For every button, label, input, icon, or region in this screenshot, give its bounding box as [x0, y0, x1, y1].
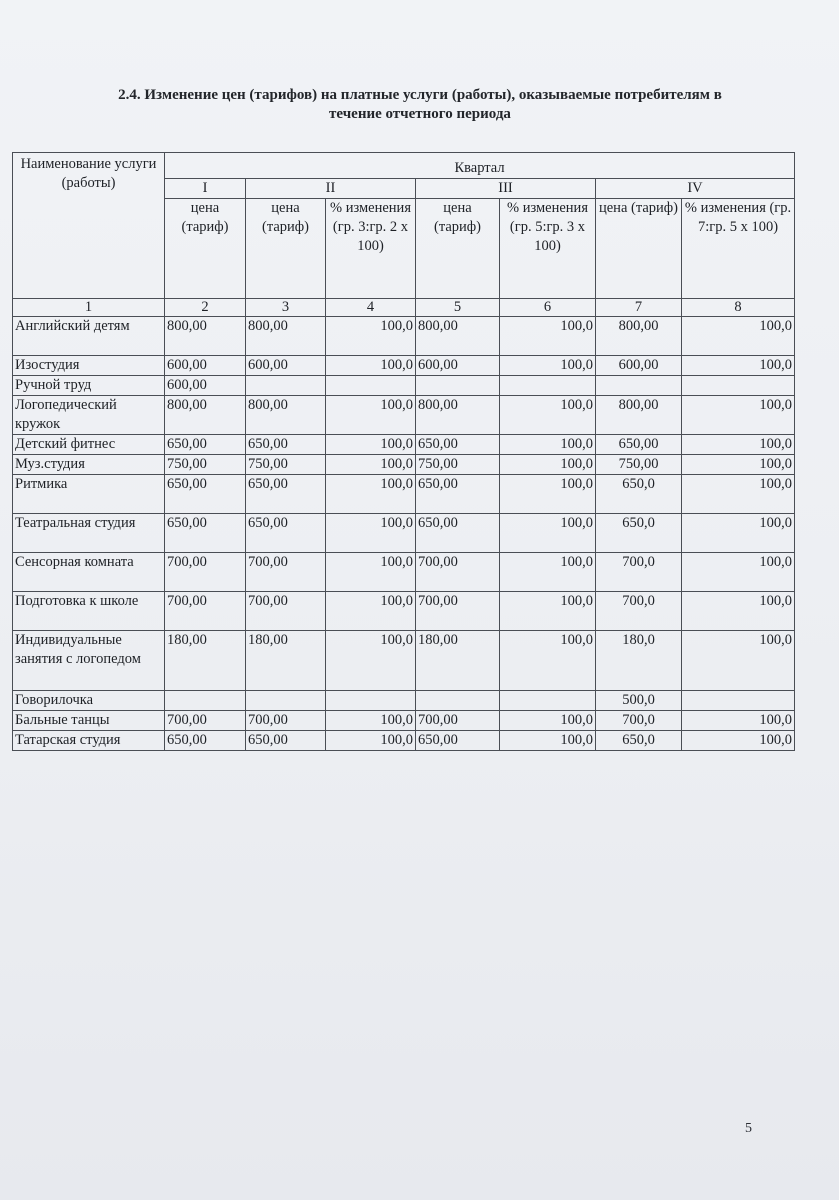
service-name: Бальные танцы	[13, 711, 165, 731]
table-row	[13, 514, 795, 553]
price-q3: 800,00	[416, 317, 500, 356]
price-q2: 800,00	[246, 317, 326, 356]
pct-change-q3: 100,0	[500, 592, 596, 631]
price-q4: 750,00	[596, 455, 682, 475]
service-name: Индивидуальные занятия с логопедом	[13, 631, 165, 691]
table-row	[13, 455, 795, 475]
price-q2: 650,00	[246, 475, 326, 514]
pct-change-q2: 100,0	[326, 475, 416, 514]
pct-change-q3: 100,0	[500, 396, 596, 435]
price-q1: 650,00	[165, 475, 246, 514]
pct-change-q4: 100,0	[682, 317, 795, 356]
service-name: Татарская студия	[13, 731, 165, 751]
price-q2: 180,00	[246, 631, 326, 691]
pct-change-q2: 100,0	[326, 553, 416, 592]
price-q3	[416, 691, 500, 711]
service-name: Муз.студия	[13, 455, 165, 475]
pct-change-q4: 100,0	[682, 711, 795, 731]
pct-change-q2: 100,0	[326, 455, 416, 475]
pct-change-q4: 100,0	[682, 396, 795, 435]
price-q2: 800,00	[246, 396, 326, 435]
service-name: Английский детям	[13, 317, 165, 356]
price-q3: 650,00	[416, 475, 500, 514]
price-q1	[165, 691, 246, 711]
column-number: 3	[246, 299, 326, 317]
header-pct-q3: % изменения (гр. 5:гр. 3 х 100)	[500, 199, 596, 299]
pct-change-q3: 100,0	[500, 356, 596, 376]
pct-change-q2: 100,0	[326, 731, 416, 751]
column-number: 5	[416, 299, 500, 317]
header-price-q1: цена (тариф)	[165, 199, 246, 299]
pct-change-q3	[500, 376, 596, 396]
pct-change-q4: 100,0	[682, 631, 795, 691]
price-q4: 700,0	[596, 711, 682, 731]
header-quarter-1: I	[165, 179, 246, 199]
price-q3	[416, 376, 500, 396]
service-name: Ритмика	[13, 475, 165, 514]
table-row	[13, 475, 795, 514]
pct-change-q2: 100,0	[326, 711, 416, 731]
header-quarter-3: III	[416, 179, 596, 199]
column-number: 7	[596, 299, 682, 317]
pct-change-q2: 100,0	[326, 592, 416, 631]
page-number: 5	[745, 1121, 752, 1136]
header-pct-q4: % изменения (гр. 7:гр. 5 х 100)	[682, 199, 795, 299]
price-q3: 750,00	[416, 455, 500, 475]
header-price-q4: цена (тариф)	[596, 199, 682, 299]
pct-change-q2: 100,0	[326, 396, 416, 435]
price-q2: 700,00	[246, 592, 326, 631]
pct-change-q2: 100,0	[326, 514, 416, 553]
price-q1: 650,00	[165, 731, 246, 751]
pct-change-q2: 100,0	[326, 356, 416, 376]
price-q3: 650,00	[416, 731, 500, 751]
price-q2: 700,00	[246, 711, 326, 731]
pct-change-q4	[682, 376, 795, 396]
table-body	[13, 317, 795, 751]
header-price-q3: цена (тариф)	[416, 199, 500, 299]
price-q3: 650,00	[416, 514, 500, 553]
pct-change-q2: 100,0	[326, 631, 416, 691]
column-number-row	[13, 299, 795, 317]
price-q4: 650,00	[596, 435, 682, 455]
page-title	[40, 86, 800, 124]
pct-change-q4: 100,0	[682, 553, 795, 592]
header-quarter: Квартал	[165, 153, 795, 179]
pct-change-q2	[326, 691, 416, 711]
table-row	[13, 396, 795, 435]
table-row	[13, 435, 795, 455]
price-q2	[246, 691, 326, 711]
price-q3: 800,00	[416, 396, 500, 435]
title-line-1: 2.4. Изменение цен (тарифов) на платные услуги (работы), оказываемые потребителям в	[118, 87, 722, 103]
pct-change-q3: 100,0	[500, 475, 596, 514]
price-q2: 650,00	[246, 514, 326, 553]
table-row	[13, 731, 795, 751]
price-q1: 180,00	[165, 631, 246, 691]
service-name: Изостудия	[13, 356, 165, 376]
price-q1: 600,00	[165, 356, 246, 376]
service-name: Подготовка к школе	[13, 592, 165, 631]
service-name: Детский фитнес	[13, 435, 165, 455]
price-q3: 600,00	[416, 356, 500, 376]
service-name: Сенсорная комната	[13, 553, 165, 592]
pct-change-q3: 100,0	[500, 553, 596, 592]
price-q4: 500,0	[596, 691, 682, 711]
price-q3: 650,00	[416, 435, 500, 455]
price-q4: 650,0	[596, 475, 682, 514]
column-number: 8	[682, 299, 795, 317]
pct-change-q3	[500, 691, 596, 711]
price-q2: 600,00	[246, 356, 326, 376]
header-quarter-4: IV	[596, 179, 795, 199]
price-q4: 700,0	[596, 553, 682, 592]
price-q3: 180,00	[416, 631, 500, 691]
pct-change-q4	[682, 691, 795, 711]
price-q1: 750,00	[165, 455, 246, 475]
price-q1: 650,00	[165, 435, 246, 455]
price-q2: 700,00	[246, 553, 326, 592]
header-price-q2: цена (тариф)	[246, 199, 326, 299]
price-q2: 750,00	[246, 455, 326, 475]
pct-change-q2	[326, 376, 416, 396]
table-row	[13, 317, 795, 356]
price-q4: 800,00	[596, 317, 682, 356]
service-name: Логопедический кружок	[13, 396, 165, 435]
price-q4: 650,0	[596, 514, 682, 553]
price-q4: 700,0	[596, 592, 682, 631]
price-q1: 700,00	[165, 711, 246, 731]
column-number: 1	[13, 299, 165, 317]
pct-change-q4: 100,0	[682, 592, 795, 631]
price-q4: 180,0	[596, 631, 682, 691]
header-quarter-2: II	[246, 179, 416, 199]
price-q4: 650,0	[596, 731, 682, 751]
table-row	[13, 376, 795, 396]
price-q2: 650,00	[246, 731, 326, 751]
pct-change-q4: 100,0	[682, 514, 795, 553]
table-row	[13, 691, 795, 711]
pct-change-q3: 100,0	[500, 711, 596, 731]
pct-change-q3: 100,0	[500, 455, 596, 475]
pct-change-q3: 100,0	[500, 317, 596, 356]
price-q1: 800,00	[165, 396, 246, 435]
tariff-change-table	[12, 152, 795, 751]
price-q2	[246, 376, 326, 396]
pct-change-q3: 100,0	[500, 514, 596, 553]
pct-change-q3: 100,0	[500, 435, 596, 455]
price-q4	[596, 376, 682, 396]
price-q3: 700,00	[416, 553, 500, 592]
pct-change-q2: 100,0	[326, 435, 416, 455]
header-service-name: Наименование услуги (работы)	[13, 153, 165, 299]
column-number: 4	[326, 299, 416, 317]
price-q4: 600,00	[596, 356, 682, 376]
price-q3: 700,00	[416, 592, 500, 631]
column-number: 6	[500, 299, 596, 317]
pct-change-q2: 100,0	[326, 317, 416, 356]
table-row	[13, 553, 795, 592]
service-name: Театральная студия	[13, 514, 165, 553]
pct-change-q4: 100,0	[682, 475, 795, 514]
service-name: Ручной труд	[13, 376, 165, 396]
pct-change-q3: 100,0	[500, 731, 596, 751]
price-q3: 700,00	[416, 711, 500, 731]
pct-change-q4: 100,0	[682, 455, 795, 475]
table-row	[13, 711, 795, 731]
service-name: Говорилочка	[13, 691, 165, 711]
title-line-2: течение отчетного периода	[329, 106, 511, 122]
price-q1: 800,00	[165, 317, 246, 356]
price-q4: 800,00	[596, 396, 682, 435]
price-q1: 700,00	[165, 553, 246, 592]
column-number: 2	[165, 299, 246, 317]
pct-change-q4: 100,0	[682, 731, 795, 751]
pct-change-q4: 100,0	[682, 356, 795, 376]
pct-change-q4: 100,0	[682, 435, 795, 455]
table-row	[13, 631, 795, 691]
table-row	[13, 592, 795, 631]
price-q1: 650,00	[165, 514, 246, 553]
table-row	[13, 356, 795, 376]
price-q1: 600,00	[165, 376, 246, 396]
pct-change-q3: 100,0	[500, 631, 596, 691]
price-q1: 700,00	[165, 592, 246, 631]
header-pct-q2: % изменения (гр. 3:гр. 2 х 100)	[326, 199, 416, 299]
price-q2: 650,00	[246, 435, 326, 455]
